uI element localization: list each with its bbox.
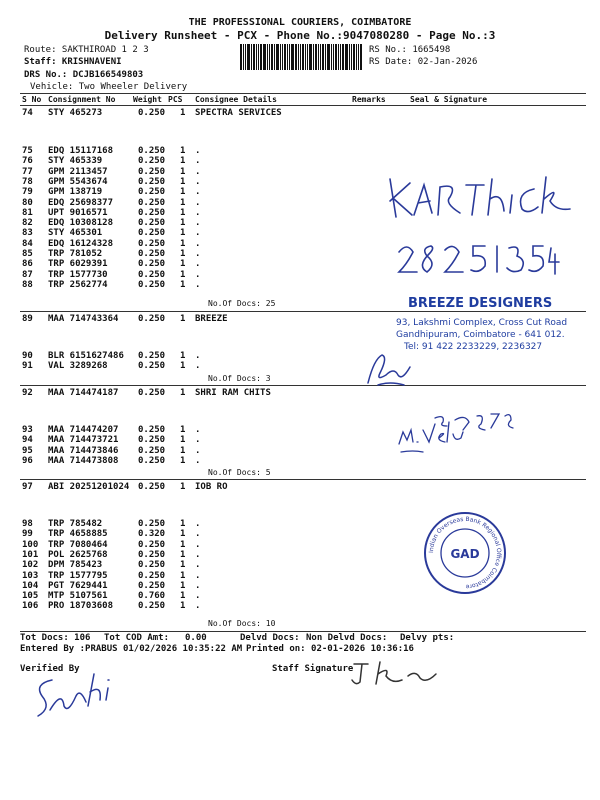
row-sno: 100 <box>22 539 39 550</box>
runsheet-title: Delivery Runsheet - PCX - Phone No.:9047080280 - Page No.:3 <box>104 29 496 42</box>
handwritten-number <box>393 238 563 278</box>
stamp-center-text: GAD <box>450 547 480 561</box>
row-pcs: 1 <box>180 269 186 280</box>
row-pcs: 1 <box>180 197 186 208</box>
verified-by-label: Verified By <box>20 664 80 674</box>
barcode-bar <box>327 44 330 70</box>
row-consignee: . <box>195 455 201 466</box>
col-sno: S No <box>22 95 42 104</box>
breeze-stamp-phone: Tel: 91 422 2233229, 2236327 <box>404 342 543 352</box>
row-pcs: 1 <box>180 591 186 602</box>
row-pcs: 1 <box>180 207 186 218</box>
row-pcs: 1 <box>180 156 186 167</box>
row-weight: 0.250 <box>138 601 166 612</box>
group-divider <box>20 479 586 480</box>
row-consignment-no: BLR 6151627486 <box>48 351 124 361</box>
row-consignment-no: EDQ 15117168 <box>48 146 114 156</box>
row-consignment-no: MAA 714473721 <box>48 435 119 446</box>
barcode-bar <box>325 44 326 70</box>
row-consignment-no: MAA 714473808 <box>48 455 119 466</box>
row-pcs: 1 <box>180 482 186 492</box>
row-weight: 0.250 <box>138 539 166 550</box>
row-pcs: 1 <box>180 108 186 118</box>
barcode-bar <box>289 44 290 70</box>
row-consignment-no: TRP 4658885 <box>48 529 108 540</box>
row-weight: 0.250 <box>138 269 166 280</box>
barcode-bar <box>256 44 257 70</box>
non-delivered-docs: Non Delvd Docs: <box>306 633 388 643</box>
row-weight: 0.250 <box>138 187 166 198</box>
col-seal: Seal & Signature <box>410 95 488 104</box>
barcode-bar <box>353 44 355 70</box>
row-weight: 0.250 <box>138 259 166 270</box>
row-pcs: 1 <box>180 249 186 259</box>
breeze-stamp-address2: Gandhipuram, Coimbatore - 641 012. <box>396 330 565 340</box>
row-sno: 91 <box>22 361 33 372</box>
row-pcs: 1 <box>180 529 186 540</box>
row-consignment-no: MAA 714743364 <box>48 314 119 324</box>
row-weight: 0.250 <box>138 156 166 167</box>
barcode-bar <box>260 44 262 70</box>
col-remarks: Remarks <box>352 95 386 104</box>
row-sno: 94 <box>22 435 33 446</box>
row-weight: 0.250 <box>138 249 166 259</box>
stamp-ring-text: Indian Overseas Bank Regional Office Coimbatore <box>427 515 503 591</box>
barcode-bar <box>271 44 273 70</box>
row-weight: 0.250 <box>138 218 166 229</box>
row-consignment-no: VAL 3289268 <box>48 361 108 372</box>
row-consignee: . <box>195 218 201 229</box>
barcode-bar <box>356 44 357 70</box>
row-sno: 104 <box>22 580 39 591</box>
route-label: Route: SAKTHIROAD 1 2 3 <box>24 45 149 55</box>
row-weight: 0.250 <box>138 570 166 581</box>
row-pcs: 1 <box>180 425 186 435</box>
row-consignment-no: UPT 9016571 <box>48 207 108 218</box>
total-cod-amount: 0.00 <box>185 633 207 643</box>
barcode-bar <box>349 44 350 70</box>
barcode-bar <box>315 44 317 70</box>
row-consignee: . <box>195 146 201 156</box>
row-sno: 85 <box>22 249 33 259</box>
row-consignee: . <box>195 580 201 591</box>
row-pcs: 1 <box>180 388 186 398</box>
row-pcs: 1 <box>180 166 186 177</box>
row-sno: 105 <box>22 591 39 602</box>
row-weight: 0.250 <box>138 445 166 456</box>
row-consignment-no: TRP 6029391 <box>48 259 108 270</box>
company-title: THE PROFESSIONAL COURIERS, COIMBATORE <box>188 17 412 28</box>
row-pcs: 1 <box>180 560 186 571</box>
barcode-bar <box>333 44 334 70</box>
barcode-bar <box>318 44 319 70</box>
row-consignee: . <box>195 228 201 239</box>
total-docs: Tot Docs: 106 <box>20 633 91 643</box>
barcode-bar <box>331 44 332 70</box>
delivered-docs: Delvd Docs: <box>240 633 300 643</box>
row-sno: 79 <box>22 187 33 198</box>
breeze-stamp-address1: 93, Lakshmi Complex, Cross Cut Road <box>396 318 568 328</box>
row-consignee: . <box>195 249 201 259</box>
row-consignment-no: STY 465339 <box>48 156 103 167</box>
group-doc-count: No.Of Docs: 5 <box>208 468 271 477</box>
row-weight: 0.250 <box>138 314 166 324</box>
barcode-bar <box>251 44 252 70</box>
row-consignee: SPECTRA SERVICES <box>195 108 282 118</box>
row-consignee: . <box>195 425 201 435</box>
row-weight: 0.250 <box>138 425 166 435</box>
row-pcs: 1 <box>180 176 186 187</box>
row-pcs: 1 <box>180 279 186 290</box>
entered-by: Entered By :PRABUS 01/02/2026 10:35:22 AM <box>20 644 243 654</box>
row-consignee: . <box>195 601 201 612</box>
row-weight: 0.250 <box>138 455 166 466</box>
row-consignment-no: GPM 2113457 <box>48 166 108 177</box>
row-sno: 80 <box>22 197 33 208</box>
row-weight: 0.250 <box>138 549 166 560</box>
row-weight: 0.250 <box>138 207 166 218</box>
row-consignment-no: MTP 5107561 <box>48 591 108 602</box>
row-consignment-no: GPM 5543674 <box>48 176 108 187</box>
row-pcs: 1 <box>180 351 186 361</box>
row-consignment-no: TRP 785482 <box>48 519 103 529</box>
row-consignment-no: MAA 714473846 <box>48 445 119 456</box>
row-sno: 86 <box>22 259 33 270</box>
row-pcs: 1 <box>180 519 186 529</box>
row-sno: 89 <box>22 314 33 324</box>
handwritten-velu <box>395 410 525 455</box>
total-cod-label: Tot COD Amt: <box>104 633 170 643</box>
barcode-bar <box>267 44 268 70</box>
row-consignee: . <box>195 187 201 198</box>
row-weight: 0.760 <box>138 591 166 602</box>
col-consignment: Consignment No <box>48 95 116 104</box>
row-weight: 0.250 <box>138 108 166 118</box>
barcode-bar <box>322 44 324 70</box>
row-consignee: . <box>195 156 201 167</box>
row-weight: 0.250 <box>138 482 166 492</box>
row-consignment-no: DPM 785423 <box>48 560 103 571</box>
printed-on: Printed on: 02-01-2026 10:36:16 <box>246 644 414 654</box>
row-sno: 93 <box>22 425 33 435</box>
vehicle-label: Vehicle: Two Wheeler Delivery <box>30 82 188 92</box>
barcode-bar <box>274 44 275 70</box>
row-consignment-no: TRP 2562774 <box>48 279 108 290</box>
barcode-bar <box>284 44 286 70</box>
verified-by-signature <box>28 666 138 722</box>
barcode-bar <box>245 44 246 70</box>
row-sno: 90 <box>22 351 33 361</box>
row-weight: 0.250 <box>138 279 166 290</box>
row-consignment-no: EDQ 25698377 <box>48 197 114 208</box>
row-weight: 0.250 <box>138 388 166 398</box>
delivery-points: Delvy pts: <box>400 633 455 643</box>
row-consignee: . <box>195 560 201 571</box>
row-consignee: . <box>195 166 201 177</box>
row-weight: 0.250 <box>138 580 166 591</box>
row-pcs: 1 <box>180 580 186 591</box>
barcode-bar <box>287 44 288 70</box>
row-consignee: . <box>195 259 201 270</box>
row-consignee: BREEZE <box>195 314 228 324</box>
row-weight: 0.250 <box>138 560 166 571</box>
col-consignee: Consignee Details <box>195 95 277 104</box>
row-sno: 88 <box>22 279 33 290</box>
row-sno: 102 <box>22 560 39 571</box>
barcode-bar <box>340 44 341 70</box>
row-consignment-no: TRP 1577795 <box>48 570 108 581</box>
row-consignment-no: GPM 138719 <box>48 187 103 198</box>
staff-signature-label: Staff Signature <box>272 664 354 674</box>
row-weight: 0.250 <box>138 519 166 529</box>
barcode-bar <box>307 44 308 70</box>
rs-date: RS Date: 02-Jan-2026 <box>369 57 478 67</box>
barcode-bar <box>342 44 344 70</box>
row-consignee: SHRI RAM CHITS <box>195 388 271 398</box>
group-divider <box>20 385 586 386</box>
row-pcs: 1 <box>180 187 186 198</box>
row-consignee: . <box>195 279 201 290</box>
row-consignment-no: TRP 7080464 <box>48 539 108 550</box>
row-pcs: 1 <box>180 218 186 229</box>
barcode-bar <box>302 44 304 70</box>
row-pcs: 1 <box>180 539 186 550</box>
row-pcs: 1 <box>180 445 186 456</box>
barcode-bar <box>295 44 297 70</box>
row-consignee: . <box>195 197 201 208</box>
barcode-bar <box>247 44 250 70</box>
row-consignment-no: PRO 18703608 <box>48 601 114 612</box>
row-weight: 0.250 <box>138 176 166 187</box>
barcode-bar <box>269 44 270 70</box>
barcode-bar <box>253 44 255 70</box>
row-consignment-no: TRP 1577730 <box>48 269 108 280</box>
row-consignee: . <box>195 570 201 581</box>
staff-signature <box>350 656 450 690</box>
row-consignee: . <box>195 269 201 280</box>
row-consignment-no: TRP 781052 <box>48 249 103 259</box>
row-sno: 77 <box>22 166 33 177</box>
row-pcs: 1 <box>180 455 186 466</box>
row-consignee: . <box>195 445 201 456</box>
row-sno: 76 <box>22 156 33 167</box>
barcode-bar <box>282 44 283 70</box>
barcode-bar <box>258 44 259 70</box>
row-consignee: . <box>195 539 201 550</box>
row-weight: 0.250 <box>138 146 166 156</box>
row-consignment-no: ABI 20251201024 <box>48 482 130 492</box>
row-weight: 0.320 <box>138 529 166 540</box>
row-sno: 98 <box>22 519 33 529</box>
row-consignment-no: EDQ 16124328 <box>48 238 114 249</box>
barcode-bar <box>298 44 299 70</box>
barcode-bar <box>335 44 337 70</box>
barcode-bar <box>280 44 281 70</box>
row-pcs: 1 <box>180 228 186 239</box>
bank-round-stamp <box>420 508 510 598</box>
row-sno: 106 <box>22 601 39 612</box>
row-consignee: . <box>195 176 201 187</box>
row-weight: 0.250 <box>138 166 166 177</box>
barcode-bar <box>300 44 301 70</box>
row-pcs: 1 <box>180 549 186 560</box>
row-consignee: IOB RO <box>195 482 228 492</box>
col-weight: Weight <box>133 95 162 104</box>
row-consignment-no: STY 465301 <box>48 228 103 239</box>
rs-number: RS No.: 1665498 <box>369 45 451 55</box>
row-sno: 92 <box>22 388 33 398</box>
row-pcs: 1 <box>180 238 186 249</box>
row-weight: 0.250 <box>138 435 166 446</box>
row-sno: 87 <box>22 269 33 280</box>
row-sno: 95 <box>22 445 33 456</box>
barcode-bar <box>305 44 306 70</box>
row-weight: 0.250 <box>138 197 166 208</box>
row-consignment-no: MAA 714474187 <box>48 388 119 398</box>
barcode-bar <box>276 44 279 70</box>
barcode-bar <box>358 44 359 70</box>
row-sno: 81 <box>22 207 33 218</box>
group-divider <box>20 311 586 312</box>
barcode-bar <box>345 44 348 70</box>
row-pcs: 1 <box>180 146 186 156</box>
row-sno: 103 <box>22 570 39 581</box>
row-weight: 0.250 <box>138 238 166 249</box>
row-pcs: 1 <box>180 259 186 270</box>
row-sno: 83 <box>22 228 33 239</box>
barcode-bar <box>313 44 314 70</box>
row-weight: 0.250 <box>138 228 166 239</box>
row-consignee: . <box>195 238 201 249</box>
barcode-bar <box>240 44 242 70</box>
row-sno: 74 <box>22 108 33 118</box>
row-sno: 75 <box>22 146 33 156</box>
breeze-stamp-name: BREEZE DESIGNERS <box>408 296 553 311</box>
group-doc-count: No.Of Docs: 25 <box>208 299 276 308</box>
row-consignee: . <box>195 351 201 361</box>
row-sno: 99 <box>22 529 33 540</box>
row-pcs: 1 <box>180 314 186 324</box>
row-consignee: . <box>195 361 201 372</box>
row-sno: 78 <box>22 176 33 187</box>
col-pcs: PCS <box>168 95 183 104</box>
barcode-bar <box>338 44 339 70</box>
row-sno: 96 <box>22 455 33 466</box>
row-pcs: 1 <box>180 435 186 446</box>
row-sno: 84 <box>22 238 33 249</box>
row-pcs: 1 <box>180 361 186 372</box>
barcode-bar <box>320 44 321 70</box>
row-weight: 0.250 <box>138 351 166 361</box>
row-consignment-no: PGT 7629441 <box>48 580 108 591</box>
row-pcs: 1 <box>180 601 186 612</box>
group-doc-count: No.Of Docs: 10 <box>208 619 276 628</box>
row-consignee: . <box>195 207 201 218</box>
barcode-bar <box>360 44 362 70</box>
row-consignee: . <box>195 519 201 529</box>
signature-karthick <box>380 165 580 225</box>
barcode-bar <box>263 44 266 70</box>
row-consignment-no: POL 2625768 <box>48 549 108 560</box>
barcode-bar <box>243 44 244 70</box>
row-sno: 101 <box>22 549 39 560</box>
row-consignee: . <box>195 529 201 540</box>
barcode-bar <box>309 44 312 70</box>
drs-number: DRS No.: DCJB166549803 <box>24 70 144 80</box>
barcode <box>240 44 366 70</box>
row-weight: 0.250 <box>138 361 166 372</box>
row-sno: 97 <box>22 482 33 492</box>
row-consignee: . <box>195 591 201 602</box>
row-consignment-no: MAA 714474207 <box>48 425 119 435</box>
row-pcs: 1 <box>180 570 186 581</box>
group-doc-count: No.Of Docs: 3 <box>208 374 271 383</box>
row-sno: 82 <box>22 218 33 229</box>
staff-label: Staff: KRISHNAVENI <box>24 57 122 67</box>
barcode-bar <box>351 44 352 70</box>
row-consignee: . <box>195 435 201 446</box>
row-consignment-no: STY 465273 <box>48 108 103 118</box>
barcode-bar <box>291 44 294 70</box>
row-consignment-no: EDQ 10308128 <box>48 218 114 229</box>
row-consignee: . <box>195 549 201 560</box>
